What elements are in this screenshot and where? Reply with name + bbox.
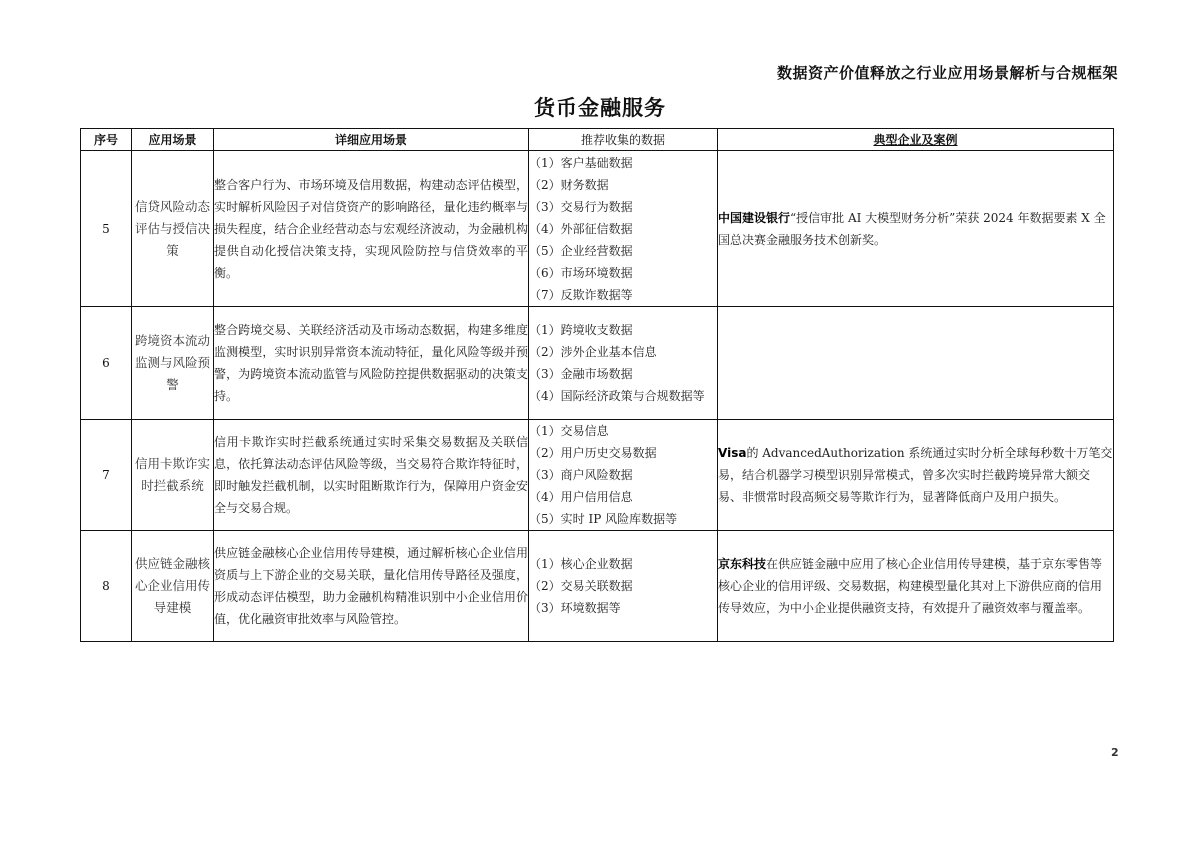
header-data: 推荐收集的数据 (529, 129, 718, 151)
page-title: 货币金融服务 (534, 96, 666, 120)
row-case (718, 151, 1114, 307)
header-scenario: 应用场景 (132, 129, 214, 151)
document-header: 数据资产价值释放之行业应用场景解析与合规框架 (776, 64, 1118, 82)
page-number: 2 (1111, 746, 1119, 759)
data-item: （7）反欺诈数据等 (529, 287, 633, 302)
data-item: （2）用户历史交易数据 (529, 446, 657, 460)
row-case (718, 307, 1114, 420)
case-company: Visa (718, 446, 747, 460)
data-item: （5）企业经营数据 (529, 243, 633, 258)
header-case: 典型企业及案例 (718, 129, 1114, 151)
data-item: （3）商户风险数据 (529, 468, 633, 482)
data-item: （3）金融市场数据 (529, 367, 633, 381)
case-company: 中国建设银行 (718, 210, 791, 225)
row-data-list (529, 420, 718, 531)
data-item: （4）用户信用信息 (529, 490, 633, 504)
row-scenario: 信贷风险动态评估与授信决策 (132, 151, 214, 307)
row-number: 5 (81, 151, 132, 307)
row-detail: 信用卡欺诈实时拦截系统通过实时采集交易数据及关联信息，依托算法动态评估风险等级，当交易符合欺诈特征时，即时触发拦截机制，以实时阻断欺诈行为，保障用户资金安全与交易合规。 (214, 420, 529, 531)
header-no: 序号 (81, 129, 132, 151)
data-item: （2）交易关联数据 (529, 579, 633, 593)
row-detail: 整合客户行为、市场环境及信用数据，构建动态评估模型，实时解析风险因子对信贷资产的影响路径，量化违约概率与损失程度，结合企业经营动态与宏观经济波动，为金融机构提供自动化授信决策支持，实现风险防控与信贷效率的平衡。 (214, 151, 529, 307)
case-company: 京东科技 (718, 557, 767, 571)
case-text: “授信审批 AI 大模型财务分析”荣获 2024 年数据要素 X 全国总决赛金融服务技术创新奖。 (718, 210, 1106, 247)
data-item: （1）跨境收支数据 (529, 323, 633, 337)
data-item: （1）客户基础数据 (529, 155, 633, 170)
data-item: （3）交易行为数据 (529, 199, 633, 214)
row-scenario: 信用卡欺诈实时拦截系统 (132, 420, 214, 531)
data-item: （2）财务数据 (529, 177, 609, 192)
data-item: （6）市场环境数据 (529, 265, 633, 280)
table-row (81, 531, 1114, 642)
row-case (718, 531, 1114, 642)
case-text: 在供应链金融中应用了核心企业信用传导建模，基于京东零售等核心企业的信用评级、交易数据，构建模型量化其对上下游供应商的信用传导效应，为中小企业提供融资支持，有效提升了融资效率与覆盖率。 (718, 557, 1103, 615)
row-detail: 整合跨境交易、关联经济活动及市场动态数据，构建多维度监测模型，实时识别异常资本流动特征，量化风险等级并预警，为跨境资本流动监管与风险防控提供数据驱动的决策支持。 (214, 307, 529, 420)
case-text: 的 AdvancedAuthorization 系统通过实时分析全球每秒数十万笔交易，结合机器学习模型识别异常模式，曾多次实时拦截跨境异常大额交易、非惯常时段高频交易等欺诈行为，显著降低商户及用户损失。 (718, 446, 1113, 504)
row-case (718, 420, 1114, 531)
data-item: （3）环境数据等 (529, 601, 621, 615)
table-row (81, 420, 1114, 531)
table-header-row (81, 129, 1114, 151)
row-number: 6 (81, 307, 132, 420)
row-detail: 供应链金融核心企业信用传导建模，通过解析核心企业信用资质与上下游企业的交易关联，量化信用传导路径及强度，形成动态评估模型，助力金融机构精准识别中小企业信用价值，优化融资审批效率与风险管控。 (214, 531, 529, 642)
row-data-list (529, 151, 718, 307)
row-number: 7 (81, 420, 132, 531)
row-scenario: 跨境资本流动监测与风险预警 (132, 307, 214, 420)
scenario-table (80, 128, 1114, 642)
row-number: 8 (81, 531, 132, 642)
data-item: （2）涉外企业基本信息 (529, 345, 657, 359)
row-scenario: 供应链金融核心企业信用传导建模 (132, 531, 214, 642)
row-data-list (529, 531, 718, 642)
data-item: （4）国际经济政策与合规数据等 (529, 389, 705, 403)
data-item: （1）交易信息 (529, 424, 609, 438)
row-data-list (529, 307, 718, 420)
table-row (81, 307, 1114, 420)
table-row (81, 151, 1114, 307)
data-item: （5）实时 IP 风险库数据等 (529, 512, 678, 526)
header-detail: 详细应用场景 (214, 129, 529, 151)
data-item: （1）核心企业数据 (529, 557, 633, 571)
data-item: （4）外部征信数据 (529, 221, 633, 236)
